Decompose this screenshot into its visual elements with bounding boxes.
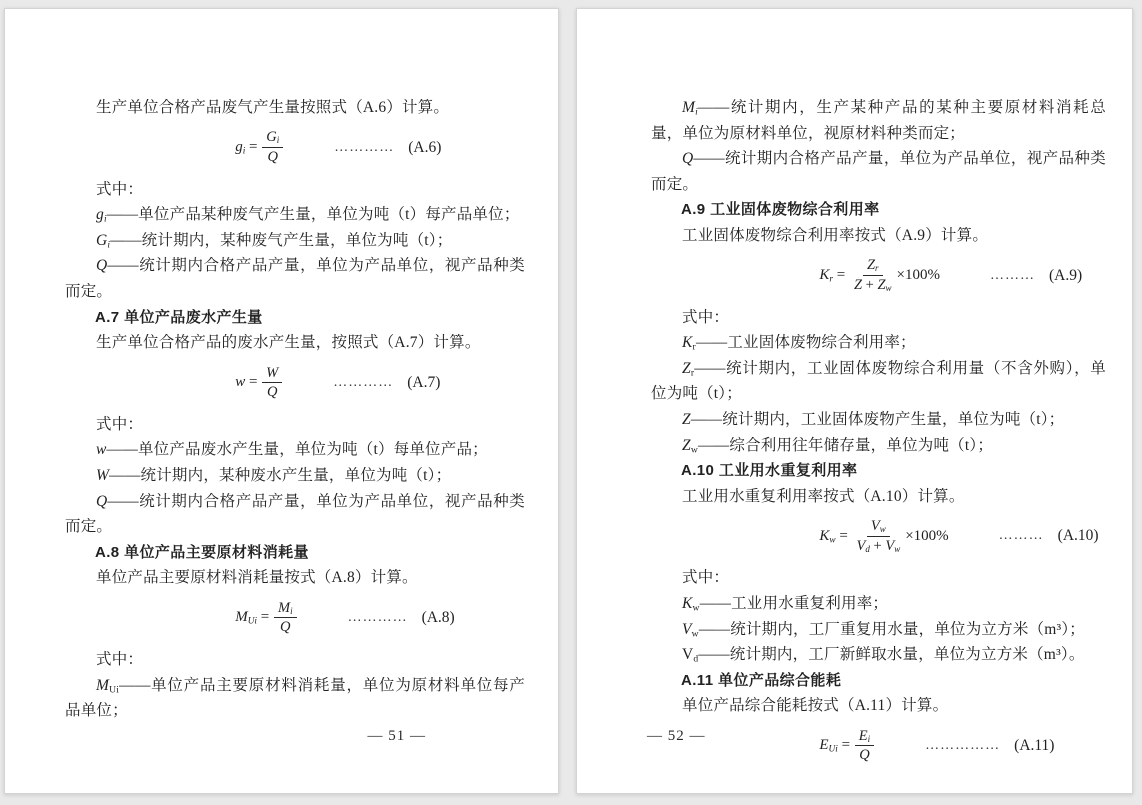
paragraph [65, 565, 525, 591]
text-segment: w [235, 374, 246, 391]
text-segment: Q [859, 747, 870, 764]
text-segment: Q [267, 149, 278, 166]
subscript: r [875, 263, 879, 274]
dot-leader: ……… [990, 267, 1036, 283]
formula-lhs [819, 267, 849, 284]
formula-lhs [235, 609, 273, 626]
subscript: w [829, 535, 836, 546]
paragraph [651, 330, 1106, 356]
subscript: w [690, 443, 698, 455]
dot-leader: ………… [334, 139, 395, 155]
text-segment: 式中： [682, 308, 730, 326]
section-heading [651, 458, 1106, 484]
text-segment: M [682, 99, 696, 116]
fraction [855, 728, 874, 764]
page-51 [4, 8, 559, 794]
fraction [274, 600, 297, 636]
paragraph [65, 489, 525, 540]
text-segment: 式中： [96, 415, 144, 433]
text-segment: A.11 单位产品综合能耗 [681, 671, 842, 689]
subscript: i [107, 239, 111, 251]
section-heading [651, 668, 1106, 694]
fraction-denominator [263, 383, 281, 401]
text-segment: A.9 工业固体废物综合利用率 [681, 201, 880, 219]
text-segment: K [682, 334, 693, 352]
paragraph [65, 673, 525, 724]
text-segment: ——单位产品主要原材料消耗量，单位为原材料单位每产品单位； [65, 676, 525, 720]
subscript: Ui [109, 683, 120, 695]
text-segment: K [819, 527, 830, 544]
text-segment: V [856, 537, 866, 554]
subscript: i [276, 135, 280, 146]
text-segment: V [870, 518, 880, 535]
paragraph [651, 407, 1106, 433]
text-segment: M [96, 676, 110, 694]
fraction-denominator [850, 276, 896, 294]
text-segment: M [277, 599, 291, 616]
text-segment: 式中： [96, 650, 144, 668]
subscript: Ui [828, 744, 838, 755]
text-segment: = [245, 374, 262, 391]
paragraph [651, 591, 1106, 617]
formula-A.6 [65, 124, 525, 172]
text-segment: Z [877, 277, 886, 294]
formula-lhs [235, 139, 261, 156]
page-52 [576, 8, 1133, 794]
text-segment: ——统计期内，工厂新鲜取水量，单位为立方米（m³）。 [698, 646, 1085, 664]
text-segment: A.8 单位产品主要原材料消耗量 [95, 543, 309, 561]
paragraph [65, 177, 525, 203]
fraction [262, 365, 282, 401]
fraction-numerator [867, 518, 890, 537]
paragraph [65, 202, 525, 228]
formula-lhs [235, 374, 261, 391]
fraction [262, 129, 283, 165]
text-segment: K [682, 594, 693, 612]
dot-leader: …………… [925, 737, 1001, 753]
formula-A.10 [651, 512, 1106, 560]
text-segment: ——统计期内，工业固体废物产生量，单位为吨（t）； [690, 410, 1065, 428]
text-segment: 单位产品综合能耗按式（A.11）计算。 [682, 697, 949, 715]
text-segment: G [96, 231, 108, 249]
text-segment: ——工业用水重复利用率； [699, 594, 889, 612]
paragraph [651, 565, 1106, 591]
text-segment: = [245, 139, 262, 156]
text-segment: 式中： [96, 180, 144, 198]
text-segment: + [862, 277, 878, 294]
paragraph [651, 223, 1106, 249]
paragraph [651, 95, 1106, 146]
formula-lhs [819, 528, 851, 545]
subscript: w [691, 627, 699, 639]
text-segment: K [819, 267, 830, 284]
text-segment: ——统计期内，某种废水产生量，单位为吨（t）； [109, 466, 452, 484]
subscript: r [829, 274, 833, 285]
fraction-denominator [855, 746, 873, 764]
subscript: r [690, 367, 695, 379]
formula-expression [235, 365, 283, 401]
text-segment: ——统计期内合格产品产量，单位为产品单位，视产品种类而定。 [65, 492, 525, 536]
fraction-numerator [262, 129, 283, 148]
paragraph [651, 617, 1106, 643]
formula-A.8 [65, 594, 525, 642]
text-segment: Q [266, 384, 278, 401]
paragraph [65, 412, 525, 438]
text-segment: w [96, 441, 107, 459]
formula-label: (A.9) [1049, 266, 1083, 284]
formula-label: (A.6) [408, 138, 442, 156]
formula-A.9 [651, 252, 1106, 300]
text-segment: ——统计期内，生产某种产品的某种主要原材料消耗总量，单位为原材料单位，视原材料种类而定； [651, 99, 1106, 142]
text-segment: ——统计期内，某种废气产生量，单位为吨（t）； [110, 231, 453, 249]
text-segment: Z [682, 436, 691, 454]
subscript: d [865, 544, 870, 555]
paragraph [65, 463, 525, 489]
text-segment: = [832, 267, 849, 284]
formula-label: (A.8) [421, 608, 455, 626]
formula-expression [819, 728, 875, 764]
subscript: i [695, 106, 698, 118]
text-segment: Z [682, 410, 691, 428]
formula-label: (A.11) [1014, 736, 1055, 754]
text-segment: 生产单位合格产品的废水产生量，按照式（A.7）计算。 [96, 334, 481, 352]
paragraph [651, 433, 1106, 459]
text-segment: W [266, 364, 279, 381]
dot-leader: ………… [347, 609, 408, 625]
text-segment: 工业固体废物综合利用率按式（A.9）计算。 [682, 226, 989, 244]
text-segment: ——统计期内，工业固体废物综合利用量（不含外购），单位为吨（t）； [651, 359, 1106, 403]
text-segment: A.7 单位产品废水产生量 [95, 308, 263, 326]
text-segment: + [869, 537, 886, 554]
formula-expression [235, 129, 284, 165]
text-segment: ——综合利用往年储存量，单位为吨（t）； [697, 436, 994, 454]
text-segment: g [96, 206, 104, 224]
formula-A.7 [65, 359, 525, 407]
text-segment: V [682, 646, 694, 664]
text-segment: ——统计期内，工厂重复用水量，单位为立方米（m³）； [698, 620, 1085, 638]
fraction-denominator [853, 537, 905, 555]
subscript: d [693, 653, 699, 665]
formula-expression [819, 518, 948, 554]
text-segment: 式中： [682, 569, 730, 587]
dot-leader: ………… [333, 374, 394, 390]
page-52-content [651, 95, 1106, 770]
paragraph [65, 330, 525, 356]
fraction-numerator [262, 365, 282, 384]
text-segment: Q [682, 150, 694, 168]
paragraph [651, 146, 1106, 197]
formula-label: (A.10) [1057, 527, 1099, 545]
fraction-numerator [855, 728, 874, 747]
text-segment: ——单位产品废水产生量，单位为吨（t）每单位产品； [106, 441, 488, 459]
formula-suffix: ×100% [896, 267, 941, 284]
text-segment: Z [853, 277, 863, 294]
page-number-52: — 52 — [647, 728, 706, 744]
text-segment: = [835, 527, 852, 544]
paragraph [65, 647, 525, 673]
subscript: w [885, 283, 892, 294]
formula-suffix: ×100% [905, 527, 949, 544]
text-segment: ——工业固体废物综合利用率； [695, 334, 916, 352]
subscript: w [879, 524, 886, 535]
subscript: i [242, 146, 246, 157]
fraction [853, 518, 905, 554]
formula-A.11 [651, 722, 1106, 770]
text-segment: 单位产品主要原材料消耗量按式（A.8）计算。 [96, 569, 418, 587]
section-heading [65, 540, 525, 566]
paragraph [65, 437, 525, 463]
text-segment: A.10 工业用水重复利用率 [681, 462, 858, 480]
formula-label: (A.7) [407, 373, 441, 391]
formula-expression [235, 600, 297, 636]
paragraph [65, 253, 525, 304]
paragraph [651, 356, 1106, 407]
text-segment: Z [682, 359, 691, 377]
text-segment: M [235, 609, 248, 626]
paragraph [651, 305, 1106, 331]
subscript: Ui [247, 616, 257, 627]
dot-leader: ……… [998, 528, 1044, 544]
text-segment: E [819, 737, 829, 754]
text-segment: g [235, 139, 243, 156]
subscript: i [867, 733, 871, 744]
text-segment: ——统计期内合格产品产量，单位为产品单位，视产品种类而定。 [65, 257, 525, 300]
text-segment: ——单位产品某种废气产生量，单位为吨（t）每产品单位； [106, 206, 520, 224]
paragraph [65, 95, 525, 121]
text-segment: 生产单位合格产品废气产生量按照式（A.6）计算。 [96, 99, 450, 116]
text-segment: ——统计期内合格产品产量，单位为产品单位，视产品种类而定。 [651, 150, 1106, 193]
section-heading [65, 305, 525, 331]
text-segment: 工业用水重复利用率按式（A.10）计算。 [682, 487, 965, 505]
fraction-numerator [863, 257, 883, 276]
formula-expression [819, 257, 940, 293]
text-segment: G [266, 129, 277, 146]
subscript: w [894, 544, 901, 555]
page-51-content [65, 95, 525, 724]
text-segment: Q [96, 257, 108, 275]
paragraph [651, 484, 1106, 510]
text-segment: = [257, 609, 273, 626]
paragraph [65, 228, 525, 254]
subscript: i [103, 213, 107, 225]
fraction-denominator [276, 618, 294, 636]
text-segment: V [682, 620, 692, 638]
text-segment: = [837, 737, 854, 754]
paragraph [651, 642, 1106, 668]
text-segment: Q [280, 619, 291, 636]
text-segment: E [858, 727, 868, 744]
section-heading [651, 197, 1106, 223]
text-segment: Q [96, 492, 108, 510]
fraction-numerator [274, 600, 297, 619]
page-number-51: — 51 — [367, 728, 426, 744]
fraction [850, 257, 896, 293]
fraction-denominator [264, 148, 282, 166]
text-segment: Z [866, 257, 876, 274]
subscript: w [692, 602, 700, 614]
text-segment: W [96, 466, 110, 484]
subscript: r [692, 341, 696, 353]
formula-lhs [819, 737, 853, 754]
paragraph [651, 693, 1106, 719]
subscript: i [290, 605, 293, 616]
text-segment: V [885, 537, 895, 554]
